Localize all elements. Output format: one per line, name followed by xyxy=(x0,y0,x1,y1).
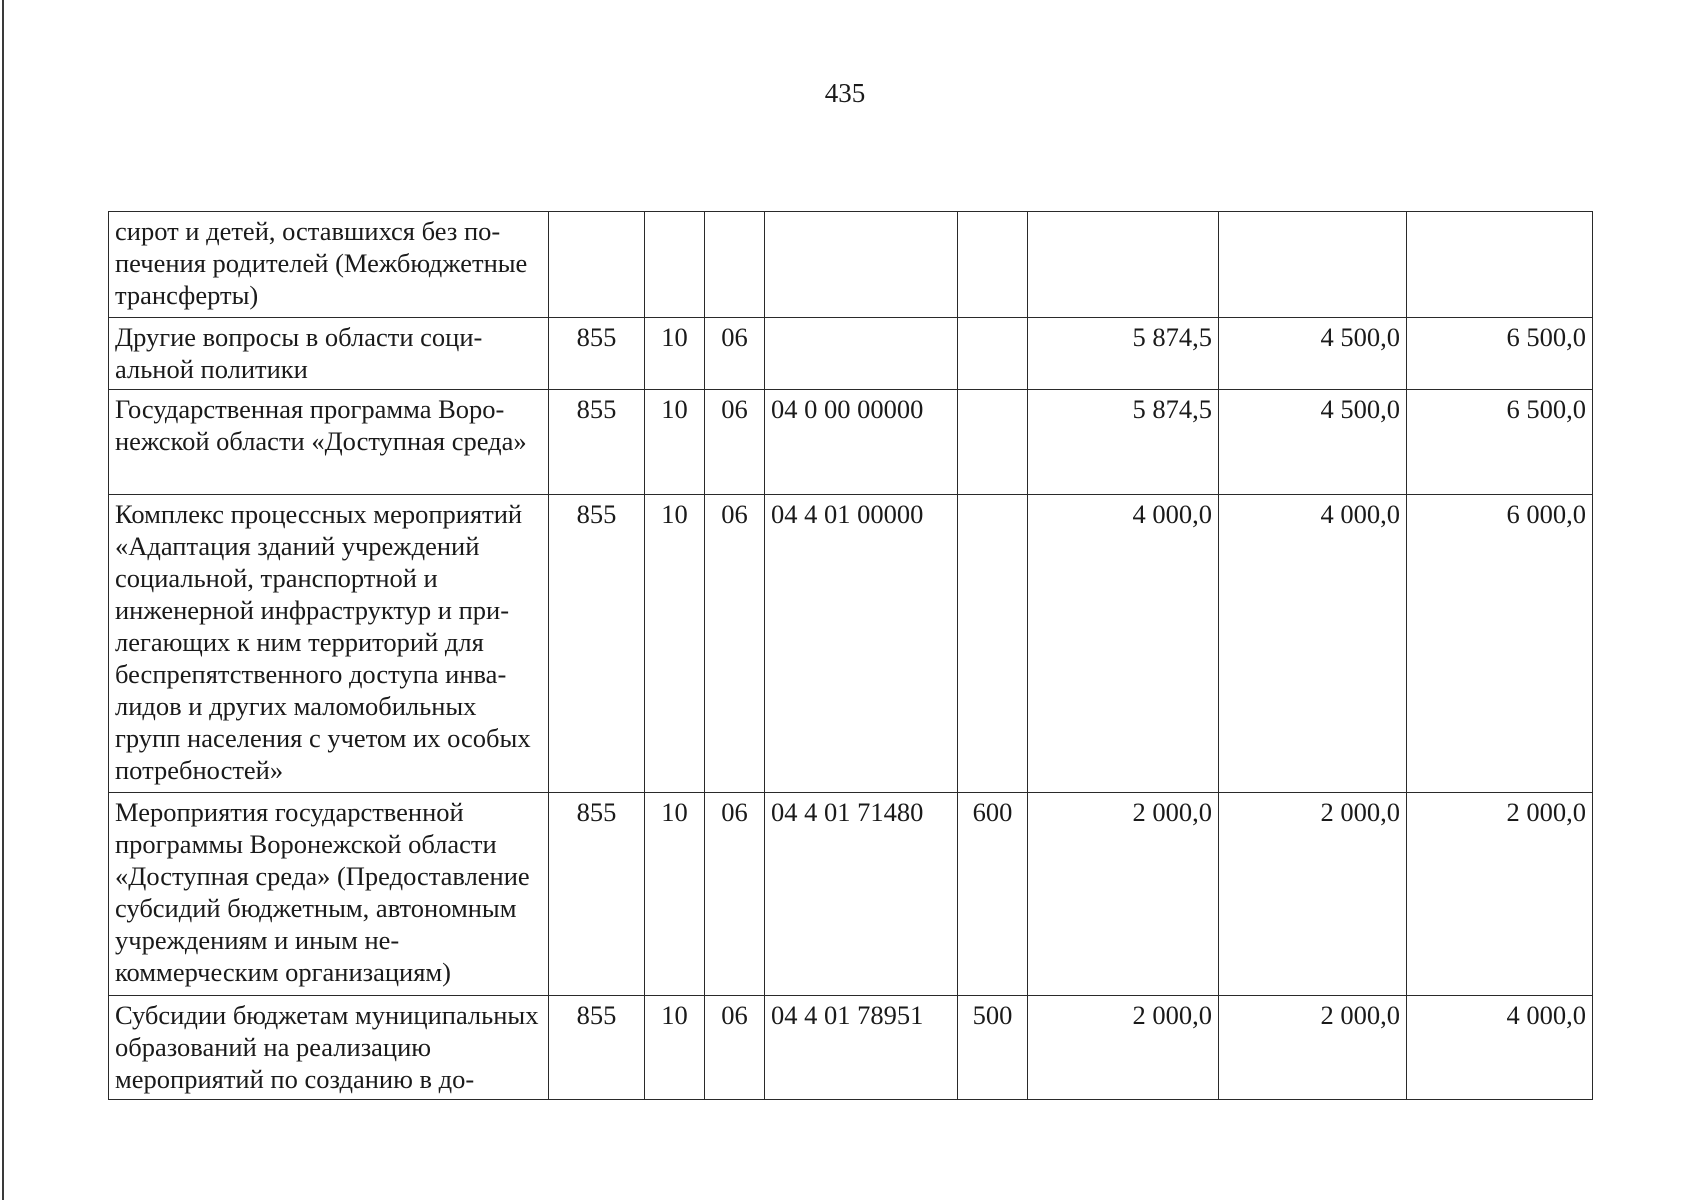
row-sum-2: 2 000,0 xyxy=(1219,996,1407,1100)
row-sum-3: 6 000,0 xyxy=(1407,495,1593,793)
row-expense-type: 600 xyxy=(958,793,1028,996)
row-subsection xyxy=(705,212,765,318)
row-sum-1: 5 874,5 xyxy=(1028,390,1219,495)
row-subsection: 06 xyxy=(705,318,765,390)
row-ministry xyxy=(549,212,645,318)
row-sum-3 xyxy=(1407,212,1593,318)
row-name: Мероприятия государственной программы Воронежской области «Доступная среда» (Предоставление субсидий бюджетным, автономным учреждениям и иным некоммерческим организациям) xyxy=(109,793,549,996)
scan-edge-line xyxy=(2,0,4,1200)
row-ministry: 855 xyxy=(549,793,645,996)
row-expense-type xyxy=(958,212,1028,318)
row-section: 10 xyxy=(645,996,705,1100)
row-expense-type: 500 xyxy=(958,996,1028,1100)
row-sum-2: 4 500,0 xyxy=(1219,318,1407,390)
row-ministry: 855 xyxy=(549,318,645,390)
row-expense-type xyxy=(958,318,1028,390)
row-sum-1 xyxy=(1028,212,1219,318)
row-subsection: 06 xyxy=(705,390,765,495)
row-name: Комплекс процессных мероприятий «Адаптация зданий учреждений социальной, транспортной и инженерной инфраструктур и прилегающих к ним территорий для беспрепятственного доступа инвалидов и других маломобильных групп населения с учетом их особых потребностей» xyxy=(109,495,549,793)
row-sum-2: 2 000,0 xyxy=(1219,793,1407,996)
row-name: Субсидии бюджетам муниципальных образований на реализацию мероприятий по созданию в до- xyxy=(109,996,549,1100)
row-ministry: 855 xyxy=(549,495,645,793)
page-number: 435 xyxy=(824,78,866,108)
row-subsection: 06 xyxy=(705,495,765,793)
row-section xyxy=(645,212,705,318)
row-sum-2: 4 500,0 xyxy=(1219,390,1407,495)
row-sum-2: 4 000,0 xyxy=(1219,495,1407,793)
row-ministry: 855 xyxy=(549,390,645,495)
row-expense-type xyxy=(958,495,1028,793)
row-name: Другие вопросы в области социальной политики xyxy=(109,318,549,390)
row-sum-3: 6 500,0 xyxy=(1407,390,1593,495)
table-row xyxy=(109,212,1593,318)
row-sum-3: 4 000,0 xyxy=(1407,996,1593,1100)
row-section: 10 xyxy=(645,318,705,390)
row-target xyxy=(765,212,958,318)
row-sum-1: 4 000,0 xyxy=(1028,495,1219,793)
table-row xyxy=(109,390,1593,495)
row-target: 04 4 01 71480 xyxy=(765,793,958,996)
row-section: 10 xyxy=(645,793,705,996)
row-name: сирот и детей, оставшихся без попечения родителей (Межбюджетные трансферты) xyxy=(109,212,549,318)
table-row xyxy=(109,318,1593,390)
budget-table xyxy=(108,211,1593,1100)
row-sum-1: 2 000,0 xyxy=(1028,996,1219,1100)
row-section: 10 xyxy=(645,390,705,495)
table-row xyxy=(109,996,1593,1100)
row-target xyxy=(765,318,958,390)
row-sum-1: 2 000,0 xyxy=(1028,793,1219,996)
row-sum-2 xyxy=(1219,212,1407,318)
row-name: Государственная программа Воронежской области «Доступная среда» xyxy=(109,390,549,495)
row-sum-3: 2 000,0 xyxy=(1407,793,1593,996)
row-target: 04 4 01 00000 xyxy=(765,495,958,793)
row-expense-type xyxy=(958,390,1028,495)
row-ministry: 855 xyxy=(549,996,645,1100)
table-row xyxy=(109,793,1593,996)
row-target: 04 4 01 78951 xyxy=(765,996,958,1100)
table-row xyxy=(109,495,1593,793)
row-sum-3: 6 500,0 xyxy=(1407,318,1593,390)
row-target: 04 0 00 00000 xyxy=(765,390,958,495)
row-subsection: 06 xyxy=(705,793,765,996)
row-subsection: 06 xyxy=(705,996,765,1100)
row-sum-1: 5 874,5 xyxy=(1028,318,1219,390)
row-section: 10 xyxy=(645,495,705,793)
